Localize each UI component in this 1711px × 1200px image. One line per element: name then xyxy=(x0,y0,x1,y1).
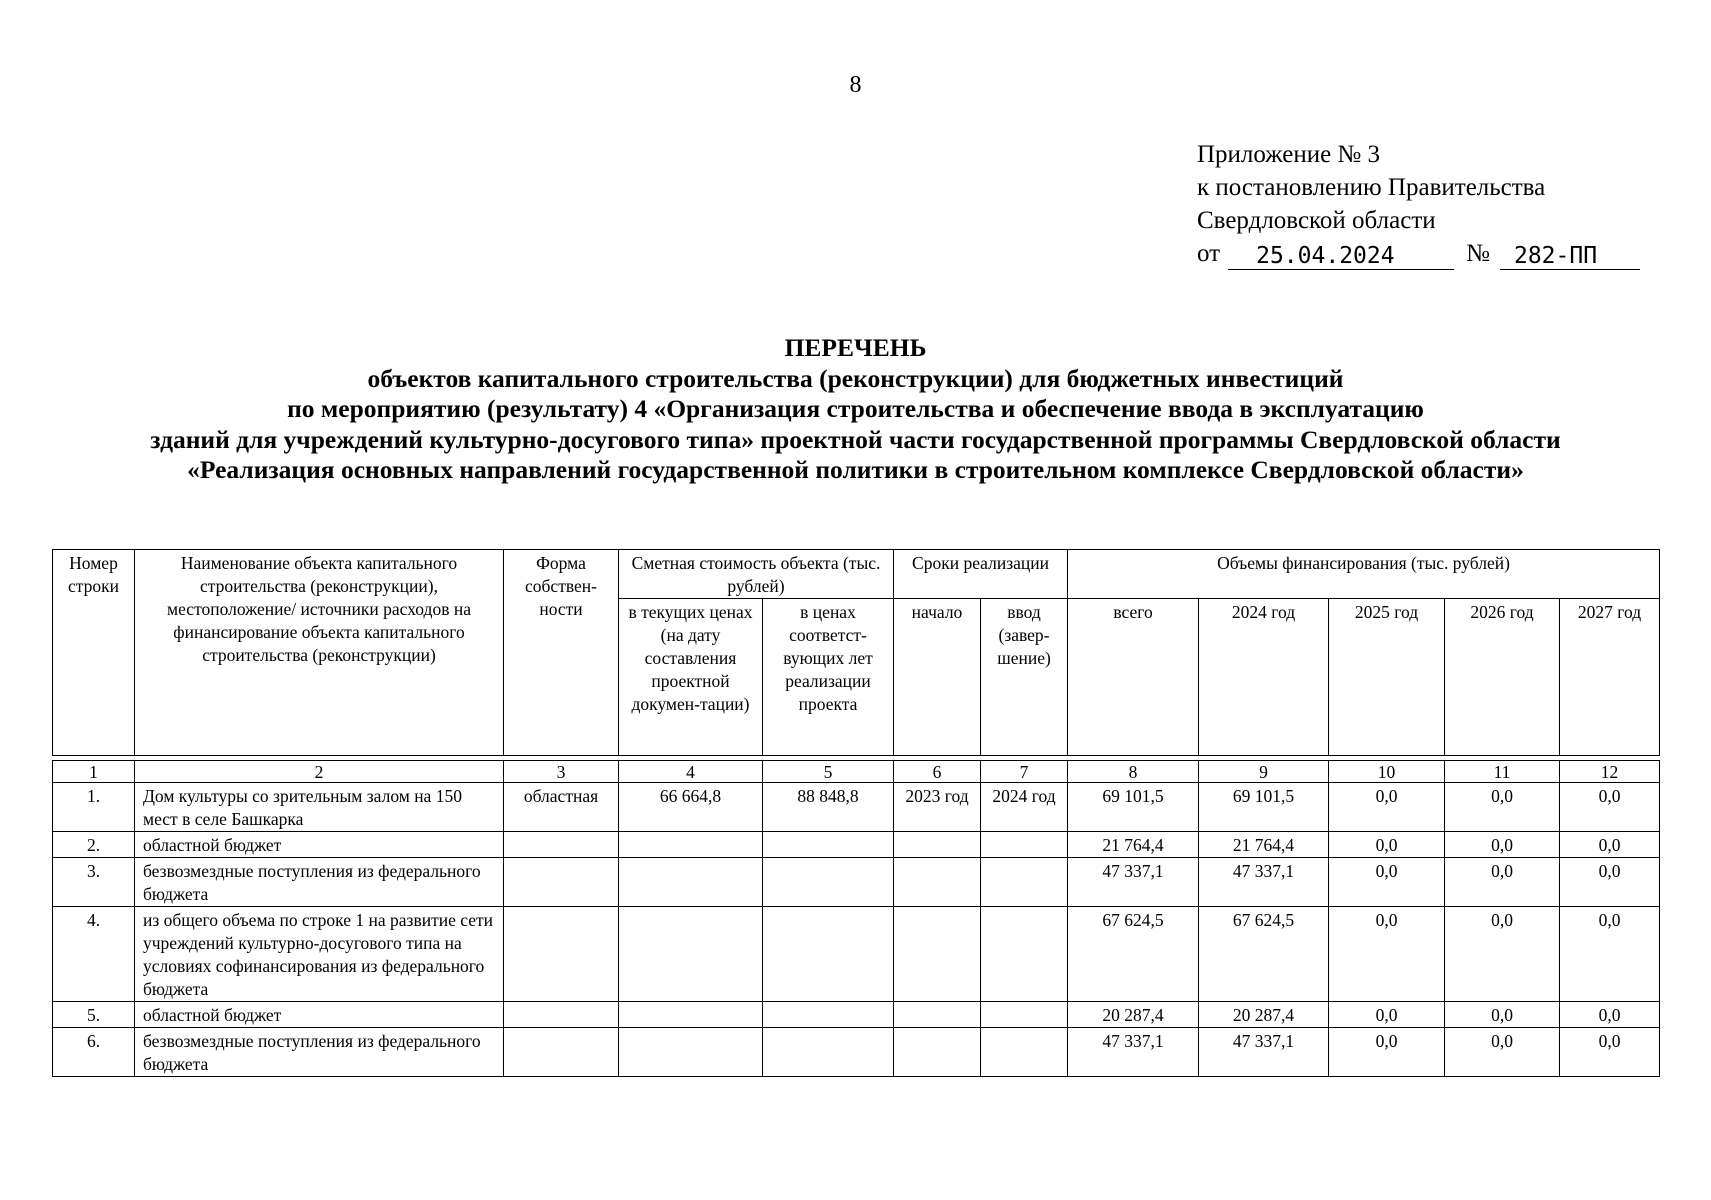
appendix-block xyxy=(1197,138,1640,270)
cell-end xyxy=(981,1028,1068,1077)
table-row xyxy=(53,858,1660,907)
column-number: 11 xyxy=(1445,761,1560,783)
cell-row-number: 1. xyxy=(53,783,135,832)
cell-name: безвозмездные поступления из федерального бюджета xyxy=(135,858,504,907)
header-cost-current: в текущих ценах (на дату составления проектной докумен-тации) xyxy=(619,599,763,756)
decree-date: 25.04.2024 xyxy=(1228,243,1454,270)
cell-cost-years: 88 848,8 xyxy=(763,783,894,832)
cell-cost-years xyxy=(763,832,894,858)
cell-2027: 0,0 xyxy=(1560,907,1660,1002)
title-line-4: «Реализация основных направлений государственной политики в строительном комплексе Свердловской области» xyxy=(187,455,1524,484)
cell-2026: 0,0 xyxy=(1445,1002,1560,1028)
cell-start xyxy=(894,1002,981,1028)
cell-total: 47 337,1 xyxy=(1068,1028,1199,1077)
cell-2025: 0,0 xyxy=(1329,1028,1445,1077)
cell-2026: 0,0 xyxy=(1445,907,1560,1002)
cell-cost-current xyxy=(619,1028,763,1077)
cell-total: 21 764,4 xyxy=(1068,832,1199,858)
cell-2027: 0,0 xyxy=(1560,858,1660,907)
title-line-1: объектов капитального строительства (реконструкции) для бюджетных инвестиций xyxy=(367,363,1344,393)
cell-end xyxy=(981,858,1068,907)
cell-2024: 20 287,4 xyxy=(1199,1002,1329,1028)
cell-cost-current xyxy=(619,907,763,1002)
cell-total: 69 101,5 xyxy=(1068,783,1199,832)
cell-2026: 0,0 xyxy=(1445,832,1560,858)
number-prefix: № xyxy=(1466,240,1490,267)
table-row xyxy=(53,1002,1660,1028)
header-total: всего xyxy=(1068,599,1199,756)
cell-cost-current xyxy=(619,1002,763,1028)
header-cost-years: в ценах соответст-вующих лет реализации проекта xyxy=(763,599,894,756)
cell-total: 47 337,1 xyxy=(1068,858,1199,907)
cell-end xyxy=(981,907,1068,1002)
cell-row-number: 2. xyxy=(53,832,135,858)
cell-ownership xyxy=(504,858,619,907)
cell-2027: 0,0 xyxy=(1560,783,1660,832)
objects-table-wrapper xyxy=(52,549,1659,1077)
cell-ownership xyxy=(504,1028,619,1077)
cell-end xyxy=(981,832,1068,858)
decree-number: 282-ПП xyxy=(1500,243,1640,270)
cell-2025: 0,0 xyxy=(1329,858,1445,907)
table-row xyxy=(53,783,1660,832)
cell-cost-years xyxy=(763,907,894,1002)
title-line-2: по мероприятию (результату) 4 «Организация строительства и обеспечение ввода в эксплуатацию xyxy=(287,394,1424,423)
header-estimated-cost: Сметная стоимость объекта (тыс. рублей) xyxy=(619,550,894,599)
cell-cost-current xyxy=(619,832,763,858)
header-2025: 2025 год xyxy=(1329,599,1445,756)
cell-name: областной бюджет xyxy=(135,1002,504,1028)
title-heading: ПЕРЕЧЕНЬ xyxy=(784,333,927,362)
objects-table xyxy=(52,549,1660,1077)
cell-2024: 69 101,5 xyxy=(1199,783,1329,832)
cell-cost-years xyxy=(763,858,894,907)
cell-2024: 47 337,1 xyxy=(1199,858,1329,907)
header-name: Наименование объекта капитального строительства (реконструкции), местоположение/ источники расходов на финансирование объекта капитального строительства (реконструкции) xyxy=(135,550,504,756)
cell-row-number: 6. xyxy=(53,1028,135,1077)
cell-cost-current xyxy=(619,858,763,907)
cell-2027: 0,0 xyxy=(1560,1028,1660,1077)
cell-start xyxy=(894,907,981,1002)
cell-cost-years xyxy=(763,1028,894,1077)
header-2024: 2024 год xyxy=(1199,599,1329,756)
table-row xyxy=(53,832,1660,858)
cell-2025: 0,0 xyxy=(1329,1002,1445,1028)
cell-2026: 0,0 xyxy=(1445,783,1560,832)
cell-2027: 0,0 xyxy=(1560,1002,1660,1028)
header-ownership: Форма собствен-ности xyxy=(504,550,619,756)
column-number: 10 xyxy=(1329,761,1445,783)
header-row-1 xyxy=(53,550,1660,599)
cell-row-number: 4. xyxy=(53,907,135,1002)
cell-start xyxy=(894,832,981,858)
appendix-line-2: к постановлению Правительства xyxy=(1197,174,1546,201)
header-row-number: Номер строки xyxy=(53,550,135,756)
cell-ownership xyxy=(504,1002,619,1028)
cell-2024: 21 764,4 xyxy=(1199,832,1329,858)
cell-2024: 47 337,1 xyxy=(1199,1028,1329,1077)
header-2026: 2026 год xyxy=(1445,599,1560,756)
cell-total: 67 624,5 xyxy=(1068,907,1199,1002)
header-start: начало xyxy=(894,599,981,756)
column-number: 1 xyxy=(53,761,135,783)
cell-name: из общего объема по строке 1 на развитие сети учреждений культурно-досугового типа на условиях софинансирования из федерального бюджета xyxy=(135,907,504,1002)
cell-2025: 0,0 xyxy=(1329,832,1445,858)
cell-2025: 0,0 xyxy=(1329,783,1445,832)
cell-row-number: 3. xyxy=(53,858,135,907)
cell-start xyxy=(894,858,981,907)
column-number: 5 xyxy=(763,761,894,783)
table-row xyxy=(53,907,1660,1002)
column-number: 3 xyxy=(504,761,619,783)
column-number: 12 xyxy=(1560,761,1660,783)
cell-2024: 67 624,5 xyxy=(1199,907,1329,1002)
cell-2026: 0,0 xyxy=(1445,1028,1560,1077)
column-number: 8 xyxy=(1068,761,1199,783)
cell-total: 20 287,4 xyxy=(1068,1002,1199,1028)
date-prefix: от xyxy=(1197,240,1221,267)
header-2027: 2027 год xyxy=(1560,599,1660,756)
document-title xyxy=(0,333,1711,486)
column-number: 7 xyxy=(981,761,1068,783)
cell-start: 2023 год xyxy=(894,783,981,832)
cell-name: Дом культуры со зрительным залом на 150 мест в селе Башкарка xyxy=(135,783,504,832)
title-line-3: зданий для учреждений культурно-досугового типа» проектной части государственной программы Свердловской области xyxy=(150,424,1561,454)
cell-2026: 0,0 xyxy=(1445,858,1560,907)
column-number: 2 xyxy=(135,761,504,783)
cell-name: областной бюджет xyxy=(135,832,504,858)
cell-end: 2024 год xyxy=(981,783,1068,832)
cell-ownership: областная xyxy=(504,783,619,832)
cell-cost-years xyxy=(763,1002,894,1028)
cell-row-number: 5. xyxy=(53,1002,135,1028)
cell-ownership xyxy=(504,832,619,858)
cell-cost-current: 66 664,8 xyxy=(619,783,763,832)
cell-ownership xyxy=(504,907,619,1002)
column-number: 9 xyxy=(1199,761,1329,783)
cell-start xyxy=(894,1028,981,1077)
appendix-line-3: Свердловской области xyxy=(1197,207,1436,234)
column-number: 6 xyxy=(894,761,981,783)
appendix-date-line xyxy=(1197,237,1640,270)
table-row xyxy=(53,1028,1660,1077)
appendix-line-1: Приложение № 3 xyxy=(1197,141,1381,168)
column-number-row xyxy=(53,761,1660,783)
column-number: 4 xyxy=(619,761,763,783)
cell-2027: 0,0 xyxy=(1560,832,1660,858)
header-terms: Сроки реализации xyxy=(894,550,1068,599)
cell-2025: 0,0 xyxy=(1329,907,1445,1002)
page-number: 8 xyxy=(849,72,862,98)
header-end: ввод (завер-шение) xyxy=(981,599,1068,756)
cell-end xyxy=(981,1002,1068,1028)
cell-name: безвозмездные поступления из федерального бюджета xyxy=(135,1028,504,1077)
header-funding: Объемы финансирования (тыс. рублей) xyxy=(1068,550,1660,599)
